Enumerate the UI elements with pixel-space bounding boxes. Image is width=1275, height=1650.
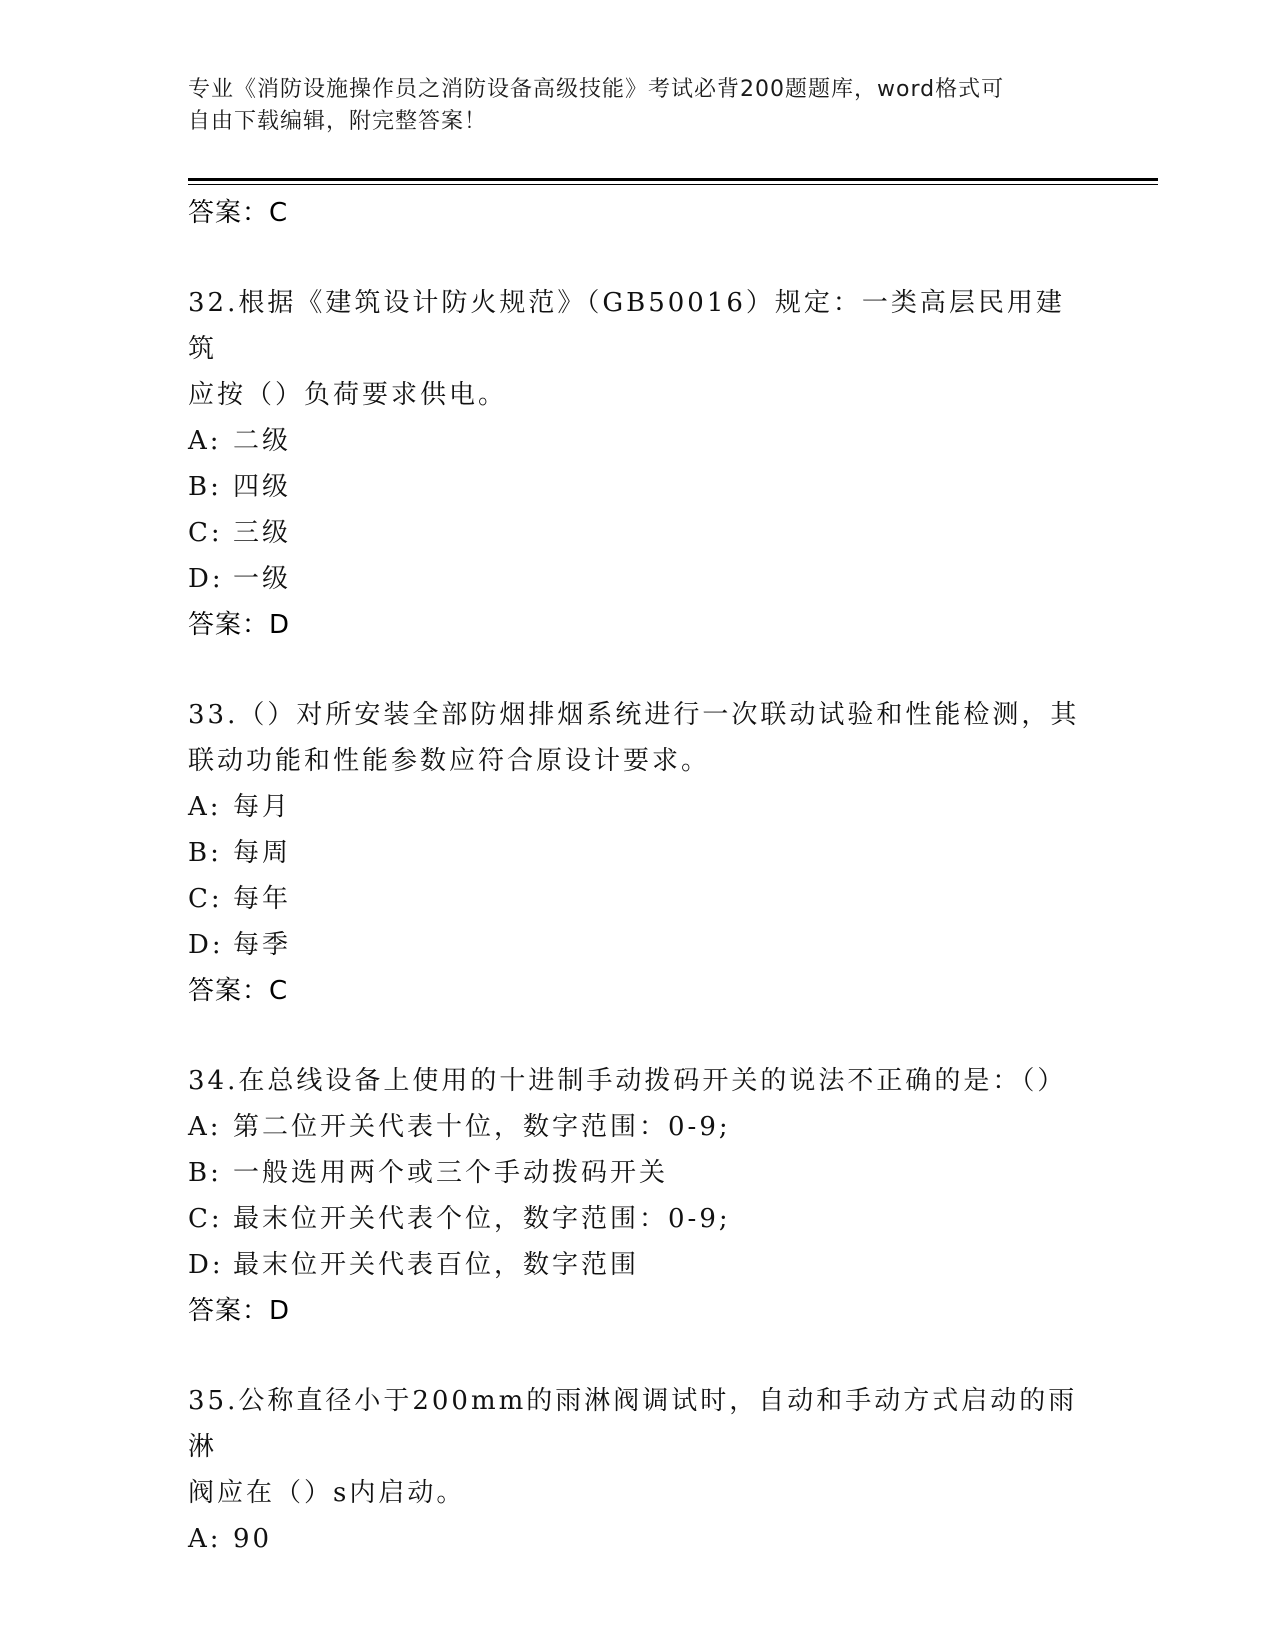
stem-line: 34.在总线设备上使用的十进制手动拨码开关的说法不正确的是：（） (188, 1066, 1067, 1096)
stem-line: 35.公称直径小于200mm的雨淋阀调试时，自动和手动方式启动的雨淋 (188, 1386, 1078, 1462)
option-letter: B: (188, 1158, 222, 1188)
option-d (188, 1242, 1088, 1288)
option-text: 最末位开关代表百位，数字范围 (233, 1250, 640, 1280)
header-divider-thick (188, 178, 1158, 181)
option-b (188, 830, 1088, 876)
question-33 (188, 692, 1088, 1014)
question-stem (188, 692, 1088, 784)
option-letter: D: (188, 930, 224, 960)
question-32 (188, 280, 1088, 648)
previous-answer: 答案：C (188, 198, 289, 228)
header-line-1: 专业《消防设施操作员之消防设备高级技能》考试必背200题题库，word格式可 (188, 77, 1005, 102)
option-a (188, 1516, 1088, 1562)
option-text: 每年 (233, 884, 292, 914)
option-letter: A: (188, 1524, 222, 1554)
answer-line: 答案：D (188, 610, 291, 640)
header-divider-thin (188, 184, 1158, 185)
header-line-2: 自由下载编辑，附完整答案！ (188, 109, 488, 134)
stem-line: 32.根据《建筑设计防火规范》（GB50016）规定：一类高层民用建筑 (188, 288, 1065, 364)
option-text: 四级 (233, 472, 292, 502)
stem-line: 阀应在（）s内启动。 (188, 1478, 466, 1508)
option-c (188, 510, 1088, 556)
answer-line: 答案：D (188, 1296, 291, 1326)
option-text: 90 (233, 1524, 273, 1554)
option-d (188, 922, 1088, 968)
option-text: 每周 (233, 838, 292, 868)
option-c (188, 876, 1088, 922)
option-d (188, 556, 1088, 602)
option-letter: A: (188, 426, 222, 456)
option-text: 每季 (233, 930, 292, 960)
option-text: 每月 (233, 792, 292, 822)
question-list (188, 190, 1088, 1562)
document-header (188, 74, 1068, 138)
option-letter: D: (188, 564, 224, 594)
option-text: 最末位开关代表个位，数字范围：0-9; (233, 1204, 731, 1234)
option-letter: A: (188, 792, 222, 822)
question-stem (188, 1378, 1088, 1516)
option-text: 一级 (233, 564, 292, 594)
stem-line: 应按（）负荷要求供电。 (188, 380, 508, 410)
option-text: 三级 (233, 518, 292, 548)
option-b (188, 1150, 1088, 1196)
option-c (188, 1196, 1088, 1242)
option-a (188, 418, 1088, 464)
option-text: 第二位开关代表十位，数字范围：0-9; (233, 1112, 731, 1142)
answer-line: 答案：C (188, 976, 289, 1006)
option-a (188, 784, 1088, 830)
option-letter: D: (188, 1250, 224, 1280)
stem-line: 联动功能和性能参数应符合原设计要求。 (188, 746, 711, 776)
question-35 (188, 1378, 1088, 1562)
option-text: 二级 (233, 426, 292, 456)
option-letter: B: (188, 838, 222, 868)
question-34 (188, 1058, 1088, 1334)
option-a (188, 1104, 1088, 1150)
option-b (188, 464, 1088, 510)
option-letter: B: (188, 472, 222, 502)
option-letter: C: (188, 884, 223, 914)
question-stem (188, 1058, 1088, 1104)
option-letter: A: (188, 1112, 222, 1142)
option-text: 一般选用两个或三个手动拨码开关 (233, 1158, 669, 1188)
stem-line: 33.（）对所安装全部防烟排烟系统进行一次联动试验和性能检测，其 (188, 700, 1080, 730)
option-letter: C: (188, 518, 223, 548)
option-letter: C: (188, 1204, 223, 1234)
question-stem (188, 280, 1088, 418)
